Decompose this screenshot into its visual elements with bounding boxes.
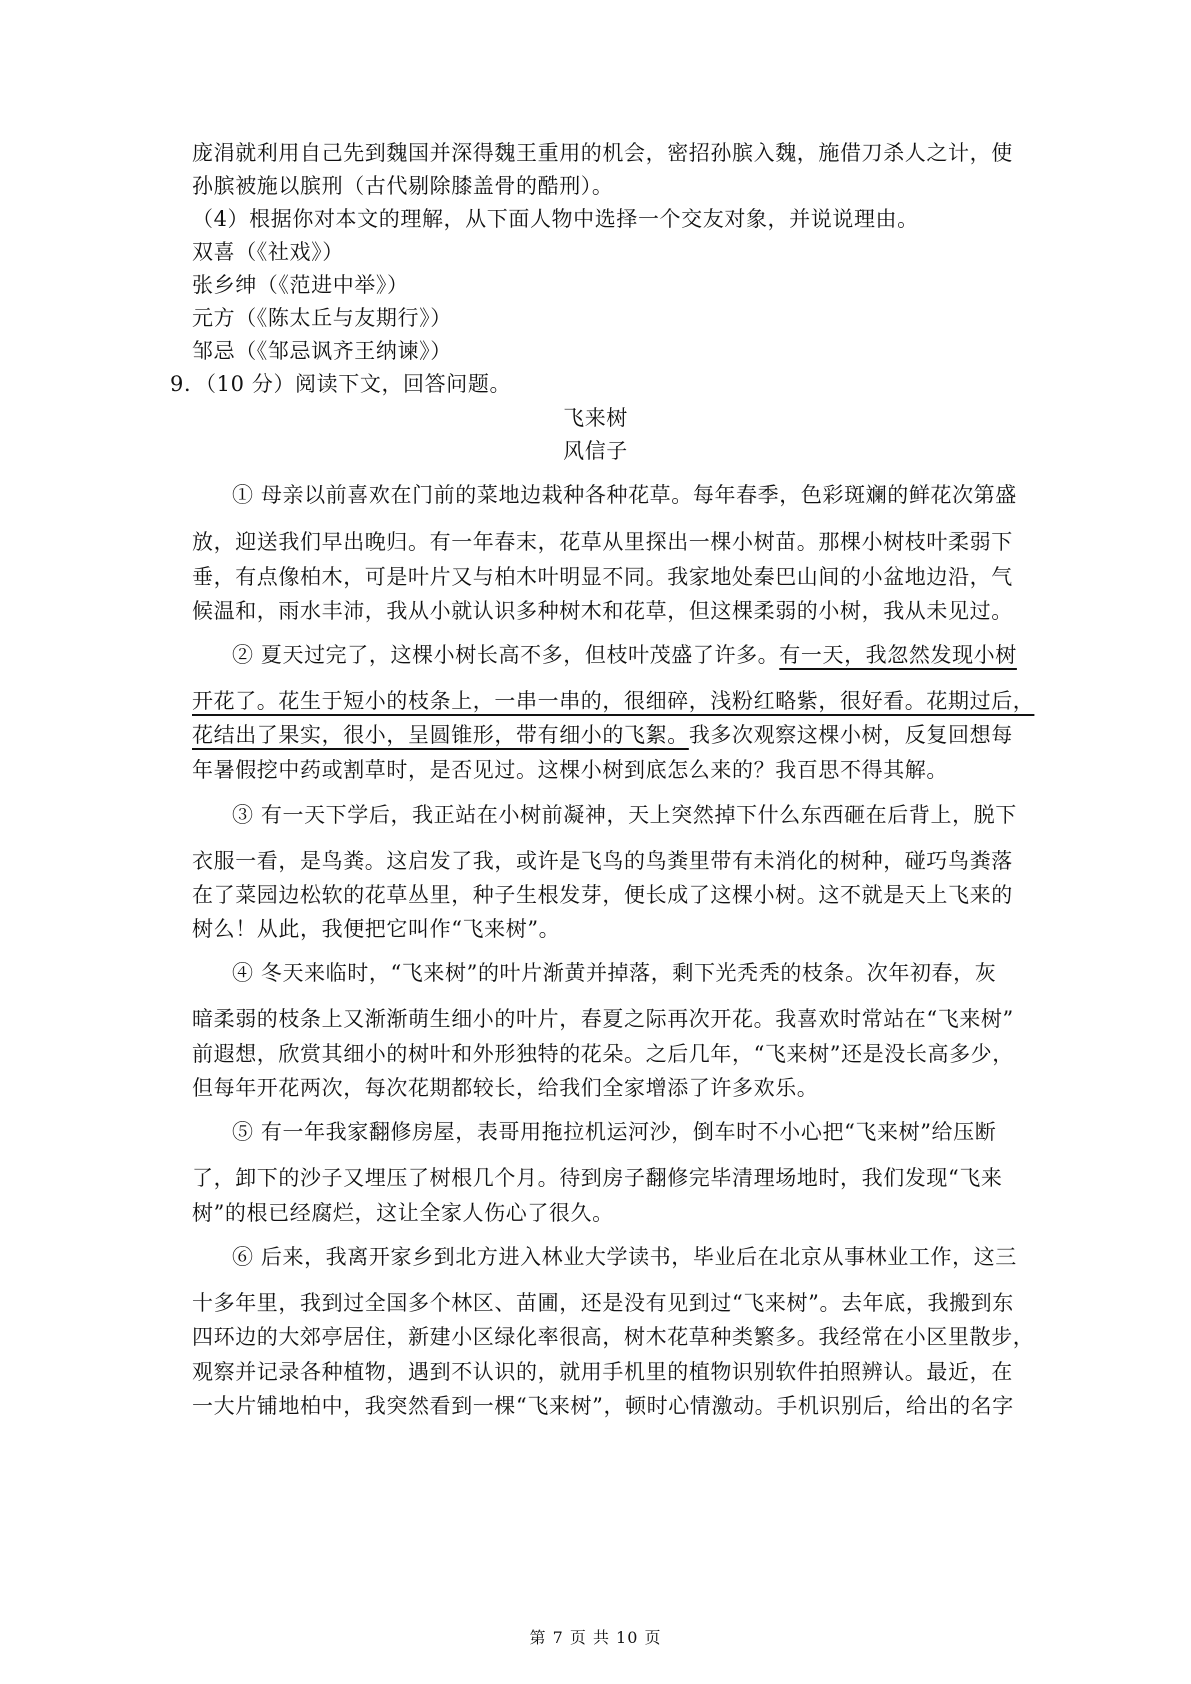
paragraph-4-line: 暗柔弱的枝条上又渐渐萌生细小的叶片，春夏之际再次开花。我喜欢时常站在“飞来树” [192,1007,1014,1031]
paragraph-5-line: 树”的根已经腐烂，这让全家人伤心了很久。 [192,1201,614,1225]
question-9-header: 9．（10 分）阅读下文，回答问题。 [170,372,512,396]
paragraph-5-line: 了，卸下的沙子又埋压了树根几个月。待到房子翻修完毕清理场地时，我们发现“飞来 [192,1166,1003,1190]
paragraph-1-line: ① 母亲以前喜欢在门前的菜地边栽种各种花草。每年春季，色彩斑斓的鲜花次第盛 [232,483,1017,507]
underlined-text: 开花了。花生于短小的枝条上，一串一串的，很细碎，浅粉红略紫，很好看。花期过后， [192,689,1035,713]
question-4-prompt: （4）根据你对本文的理解，从下面人物中选择一个交友对象，并说说理由。 [192,207,919,231]
paragraph-3-line: ③ 有一天下学后，我正站在小树前凝神，天上突然掉下什么东西砸在后背上，脱下 [232,803,1017,827]
option-item: 邹忌（《邹忌讽齐王纳谏》） [192,339,452,363]
paragraph-6-line: 观察并记录各种植物，遇到不认识的，就用手机里的植物识别软件拍照辨认。最近，在 [192,1360,1013,1384]
paragraph-3-line: 衣服一看，是鸟粪。这启发了我，或许是飞鸟的鸟粪里带有未消化的树种，碰巧鸟粪落 [192,849,1013,873]
paragraph-4-line: 前遐想，欣赏其细小的树叶和外形独特的花朵。之后几年，“飞来树”还是没长高多少， [192,1042,1014,1066]
option-item: 元方（《陈太丘与友期行》） [192,306,452,330]
paragraph-text: 我多次观察这棵小树，反复回想每 [688,723,1013,747]
underlined-text: 花结出了果实，很小，呈圆锥形，带有细小的飞絮。 [192,723,689,747]
underlined-text: 有一天，我忽然发现小树 [779,643,1017,667]
paragraph-2-line: 年暑假挖中药或割草时，是否见过。这棵小树到底怎么来的？我百思不得其解。 [192,758,948,782]
paragraph-1-line: 放，迎送我们早出晚归。有一年春末，花草从里探出一棵小树苗。那棵小树枝叶柔弱下 [192,530,1013,554]
option-item: 张乡绅（《范进中举》） [192,273,409,297]
paragraph-6-line: 四环边的大郊亭居住，新建小区绿化率很高，树木花草种类繁多。我经常在小区里散步， [192,1325,1035,1349]
page-number: 第 7 页 共 10 页 [529,1628,662,1647]
paragraph-text: ② 夏天过完了，这棵小树长高不多，但枝叶茂盛了许多。 [232,643,780,667]
article-author: 风信子 [563,439,628,463]
paragraph-4-line: 但每年开花两次，每次花期都较长，给我们全家增添了许多欢乐。 [192,1076,819,1100]
paragraph-5-line: ⑤ 有一年我家翻修房屋，表哥用拖拉机运河沙，倒车时不小心把“飞来树”给压断 [232,1120,997,1144]
paragraph-6-line: ⑥ 后来，我离开家乡到北方进入林业大学读书，毕业后在北京从事林业工作，这三 [232,1245,1017,1269]
paragraph-4-line: ④ 冬天来临时，“飞来树”的叶片渐黄并掉落，剩下光秃秃的枝条。次年初春，灰 [232,961,997,985]
paragraph-2-line [192,686,1034,716]
text-line: 孙膑被施以膑刑（古代剔除膝盖骨的酷刑）。 [192,174,614,198]
paragraph-6-line: 十多年里，我到过全国多个林区、苗圃，还是没有见到过“飞来树”。去年底，我搬到东 [192,1291,1014,1315]
paragraph-6-line: 一大片铺地柏中，我突然看到一棵“飞来树”，顿时心情激动。手机识别后，给出的名字 [192,1394,1014,1418]
paragraph-2-line [232,640,1017,670]
paragraph-2-line [192,720,1013,750]
paragraph-3-line: 在了菜园边松软的花草丛里，种子生根发芽，便长成了这棵小树。这不就是天上飞来的 [192,883,1013,907]
text-line: 庞涓就利用自己先到魏国并深得魏王重用的机会，密招孙膑入魏，施借刀杀人之计，使 [192,141,1013,165]
option-item: 双喜（《社戏》） [192,240,344,264]
paragraph-1-line: 垂，有点像柏木，可是叶片又与柏木叶明显不同。我家地处秦巴山间的小盆地边沿，气 [192,565,1013,589]
paragraph-3-line: 树么！从此，我便把它叫作“飞来树”。 [192,917,561,941]
article-title: 飞来树 [563,406,628,430]
paragraph-1-line: 候温和，雨水丰沛，我从小就认识多种树木和花草，但这棵柔弱的小树，我从未见过。 [192,599,1013,623]
